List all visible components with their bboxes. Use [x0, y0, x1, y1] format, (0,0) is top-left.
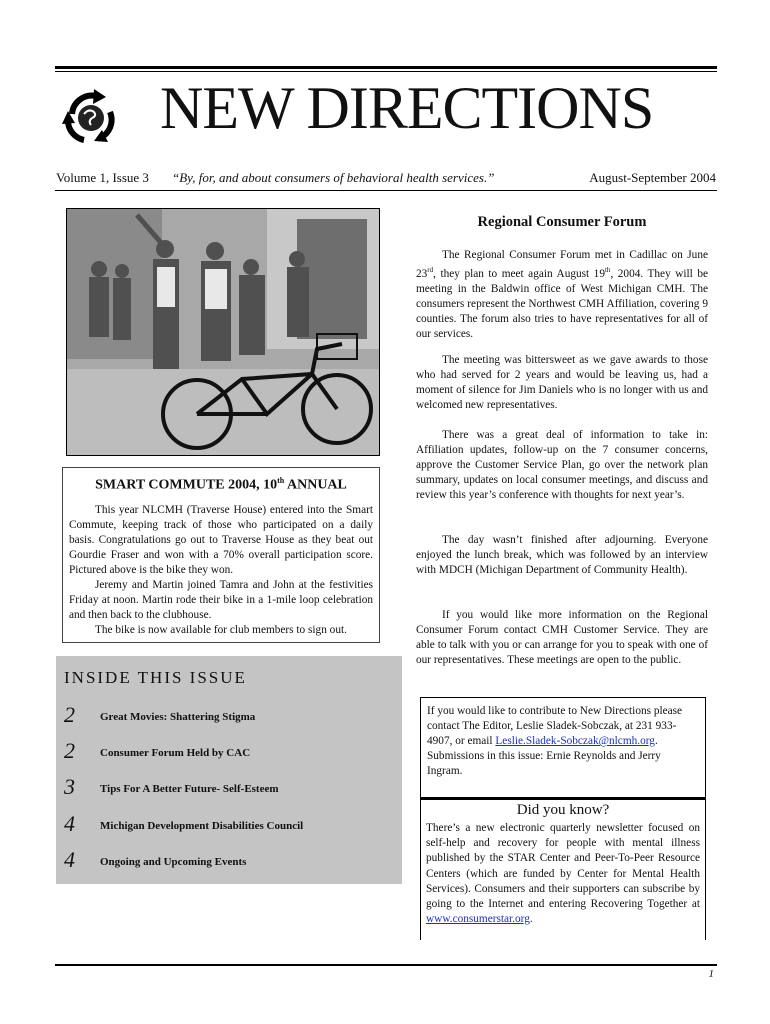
toc-page-number: 2: [64, 738, 75, 763]
top-rule-thin: [55, 71, 717, 72]
footer-rule: [55, 964, 717, 966]
toc-page-number: 3: [64, 774, 75, 799]
forum-title: Regional Consumer Forum: [477, 214, 647, 230]
did-you-know-border: [705, 800, 706, 940]
did-you-know-border: [420, 800, 421, 940]
did-you-know-text: There’s a new electronic quarterly newsletter focused on self-help and recovery for people with mental illness published by the STAR Center and Peer-To-Peer Resource Centers (which are funded by Center for Mental Health Services). Consumers and their supporters can subscribe by going to the Internet and entering Recovering Together at www.consumerstar.org.: [426, 822, 700, 926]
bike-photo: [66, 208, 380, 456]
toc-page-number: 2: [64, 702, 75, 727]
forum-paragraph: The day wasn’t finished after adjourning. Everyone enjoyed the lunch break, which was followed by an interview with MDCH (Michigan Department of Community Health).: [416, 534, 708, 576]
toc-page-number: 4: [64, 847, 75, 872]
contribute-box: If you would like to contribute to New Directions please contact The Editor, Leslie Sladek-Sobczak, at 231 933-4907, or email Leslie.Sladek-Sobczak@nlcmh.org. Submissions in this issue: Ernie Reynolds and Jerry Ingram.: [420, 697, 706, 797]
toc-label: Great Movies: Shattering Stigma: [100, 711, 256, 723]
volume-issue: Volume 1, Issue 3: [56, 170, 149, 185]
top-rule-thick: [55, 66, 717, 69]
editor-email-link[interactable]: Leslie.Sladek-Sobczak@nlcmh.org: [495, 735, 655, 747]
toc-label: Tips For A Better Future- Self-Esteem: [100, 783, 279, 795]
page-number: 1: [708, 968, 714, 980]
toc-item[interactable]: [64, 811, 394, 841]
toc-item[interactable]: [64, 847, 394, 877]
toc-label: Consumer Forum Held by CAC: [100, 747, 251, 759]
submissions-credit: Submissions in this issue: Ernie Reynolds and Jerry Ingram.: [427, 750, 661, 777]
toc-page-number: 4: [64, 811, 75, 836]
contribute-box-rule: [420, 797, 706, 800]
forum-paragraph: If you would like more information on the Regional Consumer Forum contact CMH Customer Service. They are able to talk with you or can arrange for you to speak with one of our representatives. These meetings are open to the public.: [416, 609, 708, 666]
smart-commute-paragraph: Jeremy and Martin joined Tamra and John at the festivities Friday at noon. Martin rode their bike in a 1-mile loop celebration and then back to the clubhouse.: [69, 578, 373, 621]
did-you-know-title: Did you know?: [516, 802, 610, 818]
toc-item[interactable]: [64, 774, 394, 804]
smart-commute-title: SMART COMMUTE 2004, 10th ANNUAL: [95, 476, 347, 493]
tagline: “By, for, and about consumers of behavioral health services.”: [172, 170, 495, 185]
header-rule: [55, 190, 717, 191]
forum-paragraph: The Regional Consumer Forum met in Cadillac on June 23rd, they plan to meet again August 19th, 2004. They will be meeting in the Baldwin office of West Michigan CMH. The consumers represent the Northwest CMH Affiliation, covering 9 counties. The forum also tries to have representatives for all of our services.: [416, 249, 708, 340]
inside-this-issue-title: INSIDE THIS ISSUE: [64, 668, 247, 687]
smart-commute-paragraph: The bike is now available for club members to sign out.: [95, 623, 347, 636]
contribute-text: If you would like to contribute to New Directions please contact The Editor, Leslie Sladek-Sobczak, at 231 933-4907, or email: [427, 705, 683, 747]
consumerstar-link[interactable]: www.consumerstar.org: [426, 913, 530, 926]
masthead-title: NEW DIRECTIONS: [160, 75, 654, 141]
smart-commute-box: [62, 467, 380, 643]
toc-item[interactable]: [64, 702, 394, 732]
inside-this-issue-box: [56, 656, 402, 884]
toc-label: Ongoing and Upcoming Events: [100, 856, 247, 868]
toc-label: Michigan Development Disabilities Council: [100, 820, 304, 832]
forum-paragraph: The meeting was bittersweet as we gave awards to those who had served for 2 years and would be leaving us, had a moment of silence for Jim Daniels who is no longer with us and welcomed new representatives.: [416, 354, 708, 411]
toc-item[interactable]: [64, 738, 394, 768]
issue-date: August-September 2004: [589, 170, 716, 185]
recycle-globe-logo-icon: [58, 84, 124, 150]
forum-paragraph: There was a great deal of information to take in: Affiliation updates, follow-up on the 7 consumer concerns, approve the Customer Service Plan, go over the network plan summary, updates on local consumer meetings, and discuss and review this year’s conference with thoughts for next year’s.: [416, 429, 708, 501]
smart-commute-paragraph: This year NLCMH (Traverse House) entered into the Smart Commute, keeping track of those who participated on a daily basis. Congratulations go out to Traverse House as they beat out Gourdie Fraser and won with a 70% overall participation score. Pictured above is the bike they won.: [69, 503, 373, 576]
